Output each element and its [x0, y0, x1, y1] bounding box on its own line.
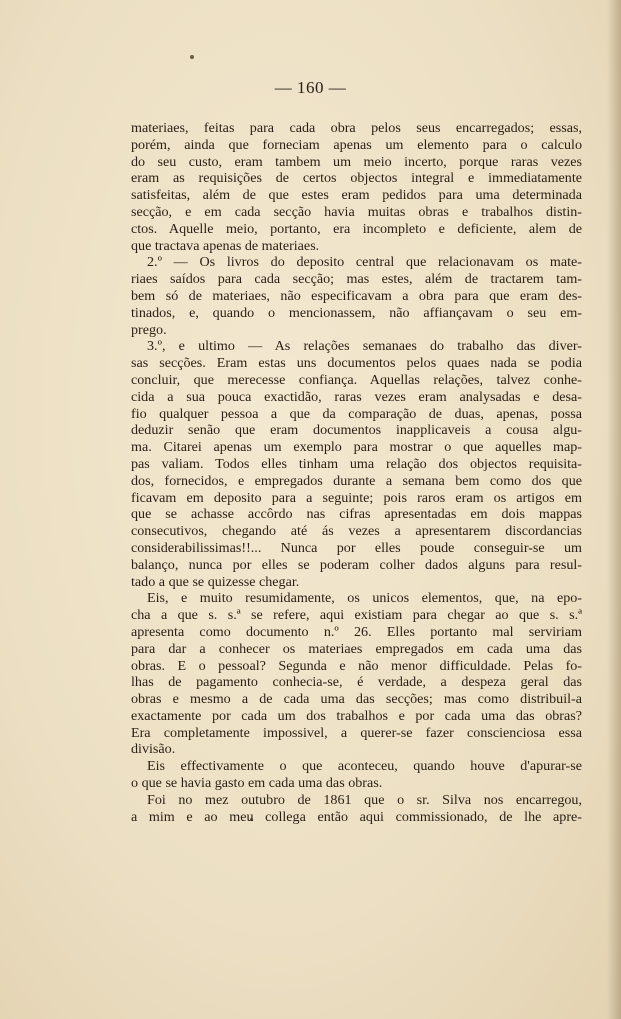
text-line: consecutivos, chegando até ás vezes a apresentarem discordancias — [131, 523, 582, 540]
text-line: ma. Citarei apenas um exemplo para mostrar o que aquelles map- — [131, 439, 582, 456]
text-line: lhas de pagamento conhecia-se, é verdade, a despeza geral das — [131, 674, 582, 691]
text-line: eram as requisições de certos objectos integral e immediatamente — [131, 170, 582, 187]
text-line: fio qualquer pessoa a que da comparação de duas, apenas, possa — [131, 405, 582, 422]
text-line: que tractava apenas de materiaes. — [131, 237, 320, 254]
text-line: Eis effectivamente o que aconteceu, quando houve d'apurar-se — [147, 758, 582, 775]
page-number: — 160 — — [274, 78, 347, 97]
text-line: Era completamente impossivel, a querer-se fazer conscienciosa essa — [131, 724, 582, 741]
text-line: cida a sua pouca exactidão, raras vezes eram analysadas e desa- — [131, 388, 582, 405]
text-line: divisão. — [131, 741, 176, 758]
text-line: cha a que s. s.ª se refere, aqui existiam para chegar ao que s. s.ª — [131, 607, 582, 624]
text-line: satisfeitas, além de que estes eram pedidos para uma determinada — [131, 187, 582, 204]
text-line: obras. E o pessoal? Segunda e não menor difficuldade. Pelas fo- — [131, 657, 582, 674]
text-line: Foi no mez outubro de 1861 que o sr. Silva nos encarregou, — [147, 791, 582, 808]
text-line: tado a que se quizesse chegar. — [131, 573, 300, 590]
text-line: exactamente por cada um dos trabalhos e por cada uma das obras? — [131, 707, 582, 724]
text-line: deduzir senão que eram documentos inapplicaveis a cousa algu- — [131, 422, 582, 439]
text-line: apresenta como documento n.º 26. Elles portanto mal serviriam — [131, 623, 582, 640]
text-line: bem só de materiaes, não especificavam a obra para que eram des- — [131, 287, 582, 304]
text-line: considerabilissimas!!... Nunca por elles poude conseguir-se um — [131, 539, 582, 556]
text-line: secção, e em cada secção havia muitas obras e trabalhos distin- — [131, 203, 582, 220]
text-line: que se achasse accôrdo nas cifras apresentadas em dois mappas — [131, 506, 582, 523]
text-line: ctos. Aquelle meio, portanto, era incompleto e deficiente, alem de — [131, 220, 582, 237]
text-line: obras e mesmo a de cada uma das secções; mas como distribuil-a — [131, 691, 582, 708]
text-line: para dar a conhecer os materiaes empregados em cada uma das — [131, 640, 582, 657]
text-line: 3.º, e ultimo — As relações semanaes do trabalho das diver- — [147, 338, 582, 355]
text-line: Eis, e muito resumidamente, os unicos elementos, que, na epo- — [147, 590, 582, 607]
text-line: porém, ainda que forneciam apenas um elemento para o calculo — [131, 136, 582, 153]
text-line: dos, fornecidos, e empregados durante a semana bem como dos que — [131, 472, 582, 489]
text-line: o que se havia gasto em cada uma das obras. — [131, 775, 383, 792]
paper-speck — [190, 55, 194, 59]
text-line: do seu custo, eram tambem um meio incerto, porque raras vezes — [131, 153, 582, 170]
page-edge-shadow — [607, 0, 621, 1019]
text-line: pas valiam. Todos elles tinham uma relação dos objectos requisita- — [131, 455, 582, 472]
text-line: materiaes, feitas para cada obra pelos seus encarregados; essas, — [131, 120, 582, 136]
body-text — [131, 120, 582, 825]
text-line: tinados, e, quando o mencionassem, não affiançavam o seu em- — [131, 304, 582, 321]
text-line: riaes saídos para cada secção; mas estes, além de tractarem tam- — [131, 271, 582, 288]
text-line: ficavam em deposito para a seguinte; pois raros eram os artigos em — [131, 489, 582, 506]
text-line: a mim e ao meu collega então aqui commissionado, de lhe apre- — [131, 808, 582, 825]
text-line: concluir, que merecesse confiança. Aquellas relações, talvez conhe- — [131, 371, 582, 388]
text-line: prego. — [131, 321, 167, 338]
text-line: balanço, nunca por elles se poderam colher dados alguns para resul- — [131, 556, 582, 573]
text-line: 2.º — Os livros do deposito central que relacionavam os mate- — [147, 254, 582, 271]
text-line: sas secções. Eram estas uns documentos pelos quaes nada se podia — [131, 355, 582, 372]
